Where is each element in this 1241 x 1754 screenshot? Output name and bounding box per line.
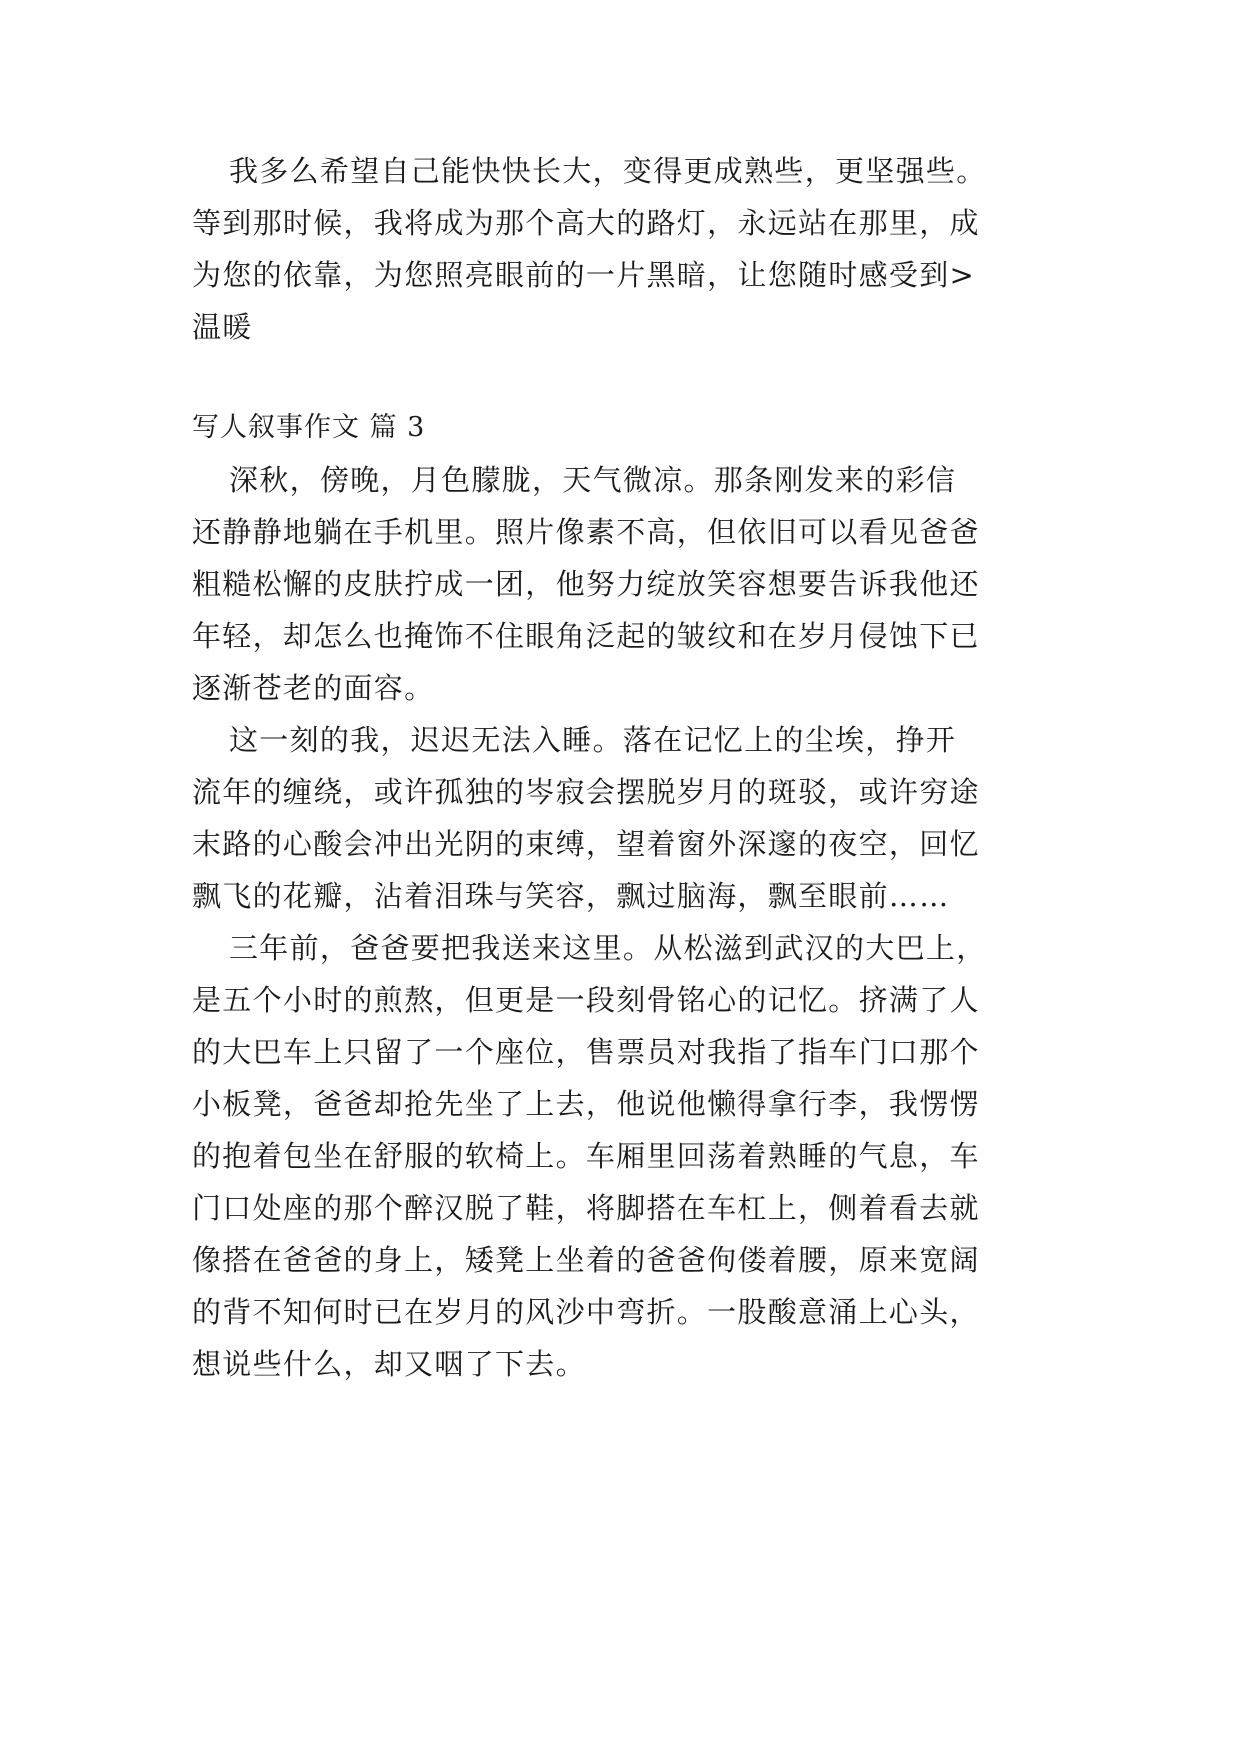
paragraph-2-line-4: 年轻，却怎么也掩饰不住眼角泛起的皱纹和在岁月侵蚀下已: [192, 619, 980, 653]
paragraph-1-line-3: 为您的依靠，为您照亮眼前的一片黑暗，让您随时感受到>: [192, 258, 976, 292]
paragraph-3-line-4: 飘飞的花瓣，沾着泪珠与笑容，飘过脑海，飘至眼前……: [192, 879, 950, 913]
paragraph-1-line-4: 温暖: [192, 310, 253, 344]
paragraph-4-line-5: 的抱着包坐在舒服的软椅上。车厢里回荡着熟睡的气息，车: [192, 1139, 980, 1173]
paragraph-4-line-8: 的背不知何时已在岁月的风沙中弯折。一股酸意涌上心头，: [192, 1295, 980, 1329]
paragraph-3-line-1: 这一刻的我，迟迟无法入睡。落在记忆上的尘埃，挣开: [229, 723, 957, 757]
paragraph-2-line-5: 逐渐苍老的面容。: [192, 671, 435, 705]
paragraph-4-line-6: 门口处座的那个醉汉脱了鞋，将脚搭在车杠上，侧着看去就: [192, 1191, 980, 1225]
paragraph-4-line-4: 小板凳，爸爸却抢先坐了上去，他说他懒得拿行李，我愣愣: [192, 1087, 980, 1121]
section-title: 写人叙事作文 篇 3: [192, 412, 426, 443]
paragraph-4-line-3: 的大巴车上只留了一个座位，售票员对我指了指车门口那个: [192, 1035, 980, 1069]
paragraph-1-line-2: 等到那时候，我将成为那个高大的路灯，永远站在那里，成: [192, 206, 980, 240]
paragraph-4-line-2: 是五个小时的煎熬，但更是一段刻骨铭心的记忆。挤满了人: [192, 983, 980, 1017]
paragraph-1-line-1: 我多么希望自己能快快长大，变得更成熟些，更坚强些。: [229, 154, 987, 188]
paragraph-2-line-1: 深秋，傍晚，月色朦胧，天气微凉。那条刚发来的彩信: [229, 463, 957, 497]
paragraph-3-line-2: 流年的缠绕，或许孤独的岑寂会摆脱岁月的斑驳，或许穷途: [192, 775, 980, 809]
paragraph-4-line-1: 三年前，爸爸要把我送来这里。从松滋到武汉的大巴上，: [229, 931, 987, 965]
paragraph-4-line-7: 像搭在爸爸的身上，矮凳上坐着的爸爸佝偻着腰，原来宽阔: [192, 1243, 980, 1277]
paragraph-2-line-2: 还静静地躺在手机里。照片像素不高，但依旧可以看见爸爸: [192, 515, 980, 549]
paragraph-4-line-9: 想说些什么，却又咽了下去。: [192, 1347, 586, 1381]
paragraph-2-line-3: 粗糙松懈的皮肤拧成一团，他努力绽放笑容想要告诉我他还: [192, 567, 980, 601]
paragraph-3-line-3: 末路的心酸会冲出光阴的束缚，望着窗外深邃的夜空，回忆: [192, 827, 980, 861]
